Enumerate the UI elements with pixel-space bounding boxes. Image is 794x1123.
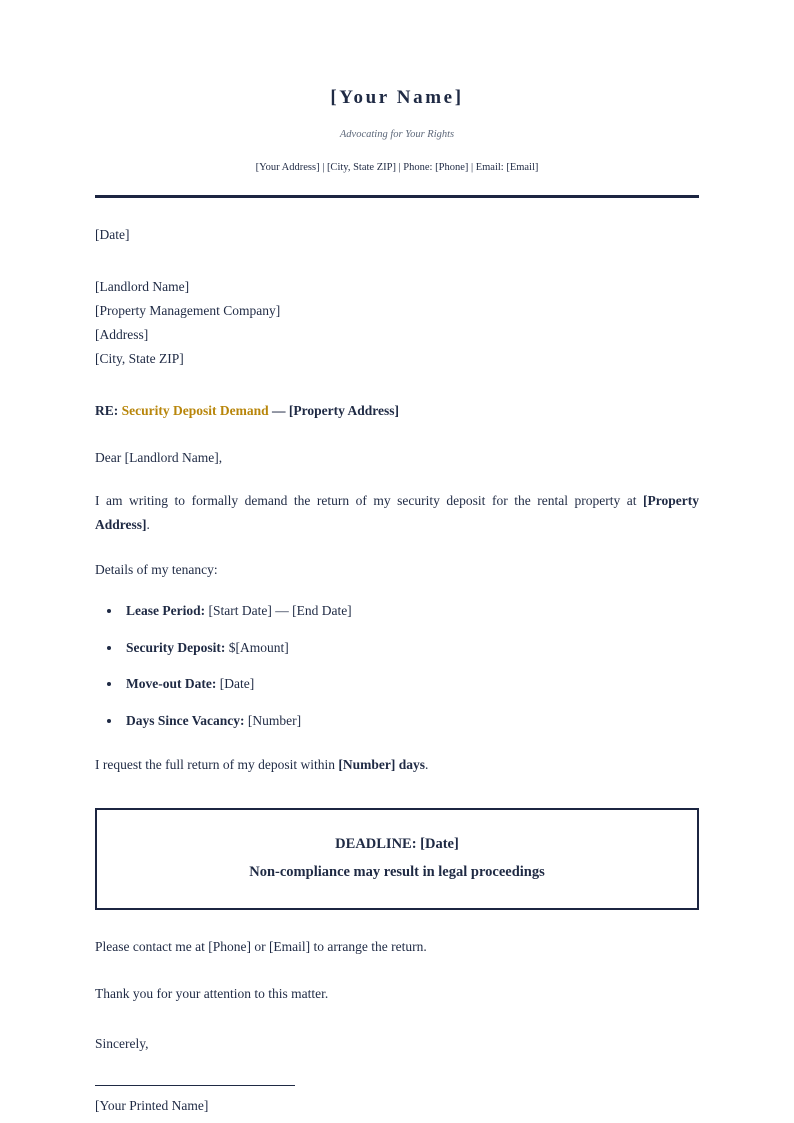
opening-paragraph-tail: . xyxy=(146,517,150,533)
deadline-warning: Non-compliance may result in legal proceedings xyxy=(249,863,545,880)
detail-value: [Start Date] — [End Date] xyxy=(208,603,352,619)
signature-line xyxy=(95,1085,295,1086)
request-paragraph-text: I request the full return of my deposit within xyxy=(95,756,339,772)
detail-label: Move-out Date: xyxy=(126,676,217,692)
letterhead xyxy=(95,86,699,198)
recipient-line: [Property Management Company] xyxy=(95,303,281,319)
recipient-line: [Address] xyxy=(95,327,149,343)
deadline-headline: DEADLINE: [Date] xyxy=(335,835,459,852)
recipient-line: [City, State ZIP] xyxy=(95,351,184,367)
detail-label: Days Since Vacancy: xyxy=(126,712,245,728)
letter-body xyxy=(95,198,699,1116)
detail-label: Security Deposit: xyxy=(126,639,226,655)
tenancy-details-list xyxy=(95,601,699,730)
recipient-line: [Landlord Name] xyxy=(95,279,190,295)
opening-paragraph xyxy=(95,489,699,537)
re-prefix: RE: xyxy=(95,403,119,419)
property-address-emphasis: [Property Address] xyxy=(95,493,699,533)
detail-value: [Date] xyxy=(219,676,255,692)
sender-contact-line: [Your Address] | [City, State ZIP] | Phone: [Phone] | Email: [Email] xyxy=(255,162,539,174)
salutation: Dear [Landlord Name], xyxy=(95,449,223,465)
re-suffix: — [Property Address] xyxy=(272,403,399,419)
printed-name: [Your Printed Name] xyxy=(95,1097,209,1113)
re-subject-text: Security Deposit Demand xyxy=(121,403,269,419)
sign-off: Sincerely, xyxy=(95,1036,149,1052)
deadline-callout-box xyxy=(95,808,699,911)
list-item xyxy=(122,674,699,694)
sender-tagline: Advocating for Your Rights xyxy=(339,128,455,140)
contact-paragraph: Please contact me at [Phone] or [Email] to arrange the return. xyxy=(95,939,427,955)
list-item xyxy=(122,638,699,658)
detail-value: [Number] xyxy=(247,712,302,728)
list-item xyxy=(122,601,699,621)
recipient-address-block xyxy=(95,275,699,371)
details-intro: Details of my tenancy: xyxy=(95,562,218,578)
letter-date: [Date] xyxy=(95,226,130,242)
opening-paragraph-text: I am writing to formally demand the return of my security deposit for the rental property at xyxy=(95,493,644,509)
request-paragraph-tail: . xyxy=(424,756,429,772)
request-days-emphasis: [Number] days xyxy=(338,756,425,772)
sender-name: [Your Name] xyxy=(330,87,464,108)
re-subject-line xyxy=(95,401,699,421)
detail-label: Lease Period: xyxy=(126,603,206,619)
detail-value: $[Amount] xyxy=(228,639,289,655)
thanks-paragraph: Thank you for your attention to this matter. xyxy=(95,985,329,1001)
request-paragraph xyxy=(95,753,699,777)
list-item xyxy=(122,711,699,731)
